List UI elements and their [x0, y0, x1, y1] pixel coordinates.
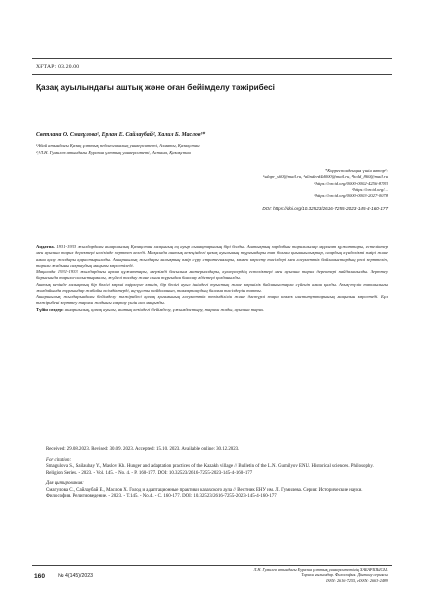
header-rule-bottom	[32, 74, 392, 75]
footer-rule	[32, 565, 392, 566]
orcid-1[interactable]: ¹https://orcid.org/0000-0002-4256-8783	[314, 180, 388, 186]
article-title: Қазақ ауылындағы аштық және оған бейімделу тәжірибесі	[36, 83, 275, 92]
cite-kk-text: Смагулова С., Сайлаубай Е., Маслов Х. Голод и адаптационные практики казахского аула // Вестник ЕНУ им. Л. Гумилева. Серия: Исторические науки. Философия. Религиоведение. - 2023. - Т.145. - No.4. - С. 160-177. DOI: 10.32523/2616-7255-2023-145-4-160-177	[46, 487, 363, 499]
header-rule	[32, 58, 392, 59]
abstract-conclusion: Ашаршылық жылдарындағы бейімделу тәжірибесі қазақ қоғамының әлеуметтік төзімділігін және дәстүрлі өзара көмек институттарының маңызын көрсетеді. Бұл тәжірибені зерттеу тарихи жадыны сақтау үшін аса маңызды.	[36, 294, 388, 306]
email-list: ¹sdapr_s60@mail.ru, ²alinderd4d000@mail.ru, ³hold_860@mail.ru	[263, 174, 388, 180]
cite-kk-label: Для цитирования:	[46, 481, 84, 486]
doi-line[interactable]: DOI: https://doi.org/10.32523/2616-7255-2023-145-4-160-177	[262, 206, 388, 211]
keywords-label: Түйін сөздер:	[36, 306, 64, 312]
correspondence-label: *Корреспонденция үшін автор¹:	[324, 168, 388, 173]
authors-line: Светлана О. Смағұлова¹, Ерлан Е. Сайлаубай², Халил Б. Маслов³*	[36, 132, 206, 138]
abstract-section	[36, 244, 388, 313]
issue-number: № 4(145)/2023	[58, 573, 93, 579]
journal-name: Л.Н. Гумилев атындағы Еуразия ұлттық университетінің ХАБАРШЫСЫ.	[253, 567, 388, 572]
keywords-text: ашаршылық, қазақ ауылы, аштық кезіндегі бейімделу, ұжымдастыру, тарихи жады, ауызша тарих.	[64, 306, 265, 312]
affiliation-2: ²,³Л.Н. Гумилев атындағы Еуразия ұлттық университеті, Астана, Қазақстан	[36, 150, 191, 155]
keywords-paragraph	[36, 307, 388, 313]
journal-info	[254, 567, 388, 583]
correspondence-block	[263, 168, 388, 199]
dates-line: Received: 29.08.2023. Revised: 30.09. 2023. Accepted: 15.10. 2023. Available online: 30.12.2023.	[46, 447, 240, 452]
orcid-2[interactable]: ²https://orcid.org/...	[351, 186, 388, 192]
journal-series: Тарихи ғылымдар. Философия. Дінтану сериясы	[301, 572, 388, 578]
irstar-code: ХҒТАР: 03.20.00	[36, 64, 80, 70]
citation-box	[46, 447, 384, 501]
journal-issn: ISSN: 2616-7255, eISSN: 2663-2489	[326, 577, 388, 583]
cite-en-label: For citation:	[46, 457, 72, 463]
abstract-label: Аңдатпа.	[36, 244, 55, 249]
abstract-paragraph	[36, 244, 388, 269]
cite-en-text: Smagulova S., Sailaubay Y., Maslov Kh. Hunger and adaptation practices of the Kazakh village // Bulletin of the L.N. Gumilyov ENU. Historical sciences. Philosophy. Religion Series. - 2023. - Vol. 145. - No. 4. - P. 160-177. DOI: 10.32523/2616-7255-2023-145-4-160-177	[46, 464, 374, 476]
affiliation-1: ¹Абай атындағы Қазақ ұлттық педагогикалық университеті, Алматы, Қазақстан	[36, 143, 200, 148]
abstract-methods: Мақалада 1931-1933 жылдардағы архив құжаттары, мерзімді басылым материалдары, куәгерлердің естеліктері мен ауызша тарих деректері пайдаланылды. Зерттеу барысында тарихи-салыстырмалы, жүйелі талдау және сыни тұрғыдан бағалау әдістері қолданылды.	[36, 269, 388, 281]
orcid-3[interactable]: ³https://orcid.org/0000-0003-2027-0078	[314, 193, 388, 199]
page-number: 160	[34, 573, 46, 580]
abstract-body: 1931-1933 жылдардағы ашаршылық Қазақстан халқының ең ауыр сынақтарының бірі болды. Аштықтың зардабын тарихшылар мұрағат құжаттары, естеліктер мен ауызша тарих деректері негізінде зерттеп келеді. Мақалада аштық кезеңіндегі қазақ ауылының тұрғындары тап болған қиыншылықтар, олардың күнделікті өмірі және аман қалу жолдары қарастырылады. Ашаршылық жылдары халықтың өмір сүру стратегиялары, көмек көрсету тәсілдері мен әлеуметтік байланыстардың рөлі зерттеліп, тарихи жадыны сақтаудың маңызы көрсетіледі.	[36, 244, 388, 268]
abstract-results: Аштық кезінде халықтың бір бөлігі көрші өңірлерге көшіп, бір бөлігі ауыл ішіндегі туыстық және көршілік байланыстарға сүйеніп аман қалды. Азық-түлік тапшылығы жағдайында тұрғындар жабайы өсімдіктерді, аң-құсты пайдаланып, тамақтанудың балама тәсілдерін тапты.	[36, 281, 388, 293]
